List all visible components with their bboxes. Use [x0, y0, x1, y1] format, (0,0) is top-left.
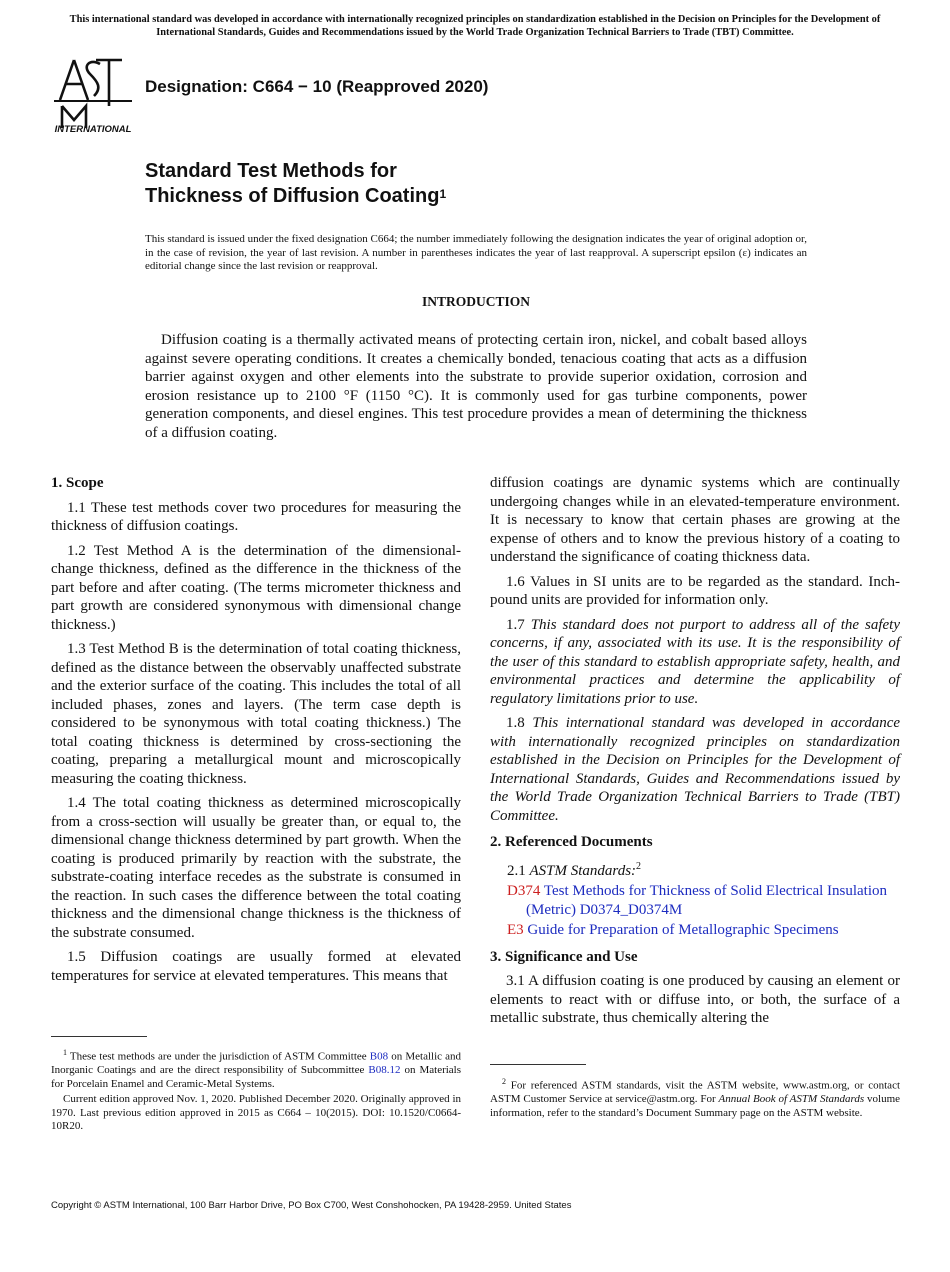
page-title [145, 159, 446, 209]
right-column [490, 474, 900, 1034]
link-b08-12[interactable]: B08.12 [368, 1064, 401, 1077]
footnote-divider-left [51, 1036, 147, 1037]
para-1-4: 1.4 The total coating thickness as determined microscopically from a cross-section will usually be greater than, or equal to, the dimensional change thickness determined by part growth. When the coating is produced primarily by reaction with the substrate, the substrate-coating interface recedes as the substrate is consumed in the reaction. In such cases the difference between the total coating thickness and the dimensional change thickness is the thickness of the substrate consumed. [51, 795, 461, 941]
section-3-heading: 3. Significance and Use [490, 948, 638, 965]
section-1-heading: 1. Scope [51, 475, 104, 491]
link-b08[interactable]: B08 [369, 1050, 389, 1063]
para-1-5-continued: diffusion coatings are dynamic systems which are continually undergoing changes while in an elevated-temperature environment. It is necessary to know that certain phases are growing at the expense of others and to know the previous history of a coating to understand the significance of coating thickness data. [490, 475, 900, 565]
title-line-2: Thickness of Diffusion Coating [145, 185, 440, 207]
logo-text: INTERNATIONAL [54, 124, 132, 134]
issue-note: This standard is issued under the fixed designation C664; the number immediately following the designation indicates the year of original adoption or, in the case of revision, the year of last revision. A number in parentheses indicates the year of last reapproval. A superscript epsilon (ε) indicates an editorial change since the last revision or reapproval. [145, 233, 807, 272]
title-line-1: Standard Test Methods for [145, 160, 397, 182]
section-2-heading: 2. Referenced Documents [490, 834, 653, 850]
para-3-1: 3.1 A diffusion coating is one produced by causing an element or elements to react with or diffuse into, or both, the surface of a metallic substrate, thus chemically altering the [490, 973, 900, 1026]
reference-d374[interactable]: D374 Test Methods for Thickness of Solid Electrical Insulation (Metric) D0374_D0374M [507, 883, 888, 918]
tbt-banner: This international standard was developed in accordance with internationally recognized principles on standardization established in the Decision on Principles for the Development of International Standards, Guides and Recommendations issued by the World Trade Organization Technical Barriers to Trade (TBT) Committee. [69, 14, 881, 38]
footnote-2-ref[interactable]: 2 [636, 860, 642, 872]
introduction-text: Diffusion coating is a thermally activated means of protecting certain iron, nickel, and cobalt based alloys against severe operating conditions. It creates a chemically bonded, tenacious coating that acts as a diffusion barrier against oxygen and other elements into the substrate to provide superior oxidation, corrosion and erosion resistance up to 2100 °F (1150 °C). It is commonly used for gas turbine components, power generation components, and diesel engines. This test procedure provides a mean of determining the thickness of a diffusion coating. [145, 332, 807, 441]
para-1-6: 1.6 Values in SI units are to be regarded as the standard. Inch-pound units are provided for information only. [490, 573, 900, 608]
para-1-8: 1.8 This international standard was developed in accordance with internationally recognized principles on standardization established in the Decision on Principles for the Development of International Standards, Guides and Recommendations issued by the World Trade Organization Technical Barriers to Trade (TBT) Committee. [490, 715, 901, 824]
title-footnote-ref[interactable]: 1 [439, 187, 447, 201]
astm-logo-icon [52, 56, 134, 134]
para-1-2: 1.2 Test Method A is the determination of the dimensional-change thickness, defined as the difference in the thickness of the part before and after coating. (The terms micrometer thickness and part growth are considered synonymous with dimensional change thickness.) [51, 542, 461, 633]
footnote-2: $^2$ For referenced ASTM standards, visit the ASTM website, www.astm.org, or contact ASTM Customer Service at service@astm.org. For Annual Book of ASTM Standards volume information, refer to the standard’s Document Summary page on the ASTM website. [490, 1077, 901, 1119]
para-1-3: 1.3 Test Method B is the determination of total coating thickness, defined as the distance between the observably unaffected substrate and the exterior surface of the coating. This includes the total of all included phases, zones and layers. (The term case depth is considered to be synonymous with total coating thickness.) The total coating thickness is determined by cross-sectioning the coating, preparing a metallurgical mount and microscopically measuring the coating thickness. [51, 641, 461, 787]
footnote-divider-right [490, 1064, 586, 1065]
designation: Designation: C664 − 10 (Reapproved 2020) [145, 77, 489, 96]
left-column [51, 474, 461, 991]
para-1-1: 1.1 These test methods cover two procedures for measuring the thickness of diffusion coatings. [51, 499, 461, 534]
para-1-7: 1.7 This standard does not purport to address all of the safety concerns, if any, associated with its use. It is the responsibility of the user of this standard to establish appropriate safety, health, and environmental practices and determine the applicability of regulatory limitations prior to use. [490, 616, 901, 707]
reference-e3[interactable]: E3 Guide for Preparation of Metallographic Specimens [507, 922, 839, 938]
edition-note: Current edition approved Nov. 1, 2020. Published December 2020. Originally approved in 1970. Last previous edition approved in 2015 as C664 – 10(2015). DOI: 10.1520/C0664-10R20. [51, 1093, 461, 1133]
footnote-1: $^1$ These test methods are under the jurisdiction of ASTM Committee B08 on Metallic and Inorganic Coatings and are the direct responsibility of Subcommittee B08.12 on Materials for Porcelain Enamel and Ceramic-Metal Systems. Current edition approved Nov. 1, 2020. Published December 2020. Originally approved in 1970. Last previous edition approved in 2015 as C664 – 10(2015). DOI: 10.1520/C0664-10R20. [51, 1048, 462, 1133]
introduction-heading: INTRODUCTION [421, 294, 530, 309]
astm-standards-label: 2.1 ASTM Standards:$^2$ [507, 860, 642, 879]
copyright: Copyright © ASTM International, 100 Barr Harbor Drive, PO Box C700, West Conshohocken, PA 19428-2959. United States [51, 1200, 572, 1211]
para-1-5: 1.5 Diffusion coatings are usually formed at elevated temperatures for service at elevated temperatures. This means that [51, 949, 461, 984]
